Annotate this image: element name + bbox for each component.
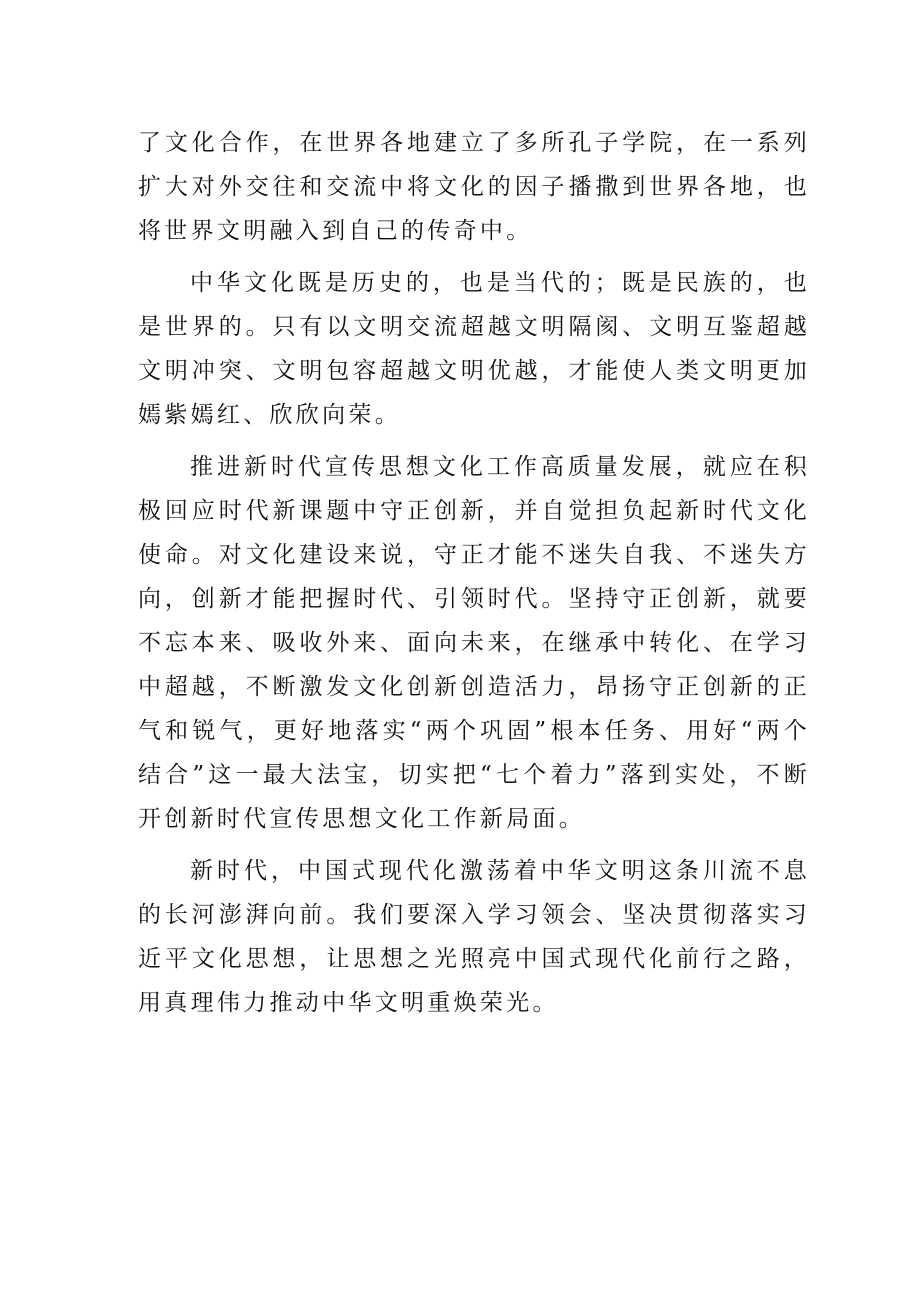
paragraph: 中华文化既是历史的，也是当代的；既是民族的，也是世界的。只有以文明交流超越文明隔阂、文明互鉴超越文明冲突、文明包容超越文明优越，才能使人类文明更加嫣紫嫣红、欣欣向荣。: [138, 270, 810, 428]
paragraph: 推进新时代宣传思想文化工作高质量发展，就应在积极回应时代新课题中守正创新，并自觉担负起新时代文化使命。对文化建设来说，守正才能不迷失自我、不迷失方向，创新才能把握时代、引领时代。坚持守正创新，就要不忘本来、吸收外来、面向未来，在继承中转化、在学习中超越，不断激发文化创新创造活力，昂扬守正创新的正气和锐气，更好地落实“两个巩固”根本任务、用好“两个结合”这一最大法宝，切实把“七个着力”落到实处，不断开创新时代宣传思想文化工作新局面。: [138, 454, 810, 832]
paragraph: 新时代，中国式现代化激荡着中华文明这条川流不息的长河澎湃向前。我们要深入学习领会、坚决贯彻落实习近平文化思想，让思想之光照亮中国式现代化前行之路，用真理伟力推动中华文明重焕荣光。: [138, 858, 810, 1016]
document-body: [138, 121, 810, 1033]
paragraph-continued: 了文化合作，在世界各地建立了多所孔子学院，在一系列扩大对外交往和交流中将文化的因子播撒到世界各地，也将世界文明融入到自己的传奇中。: [138, 130, 810, 244]
